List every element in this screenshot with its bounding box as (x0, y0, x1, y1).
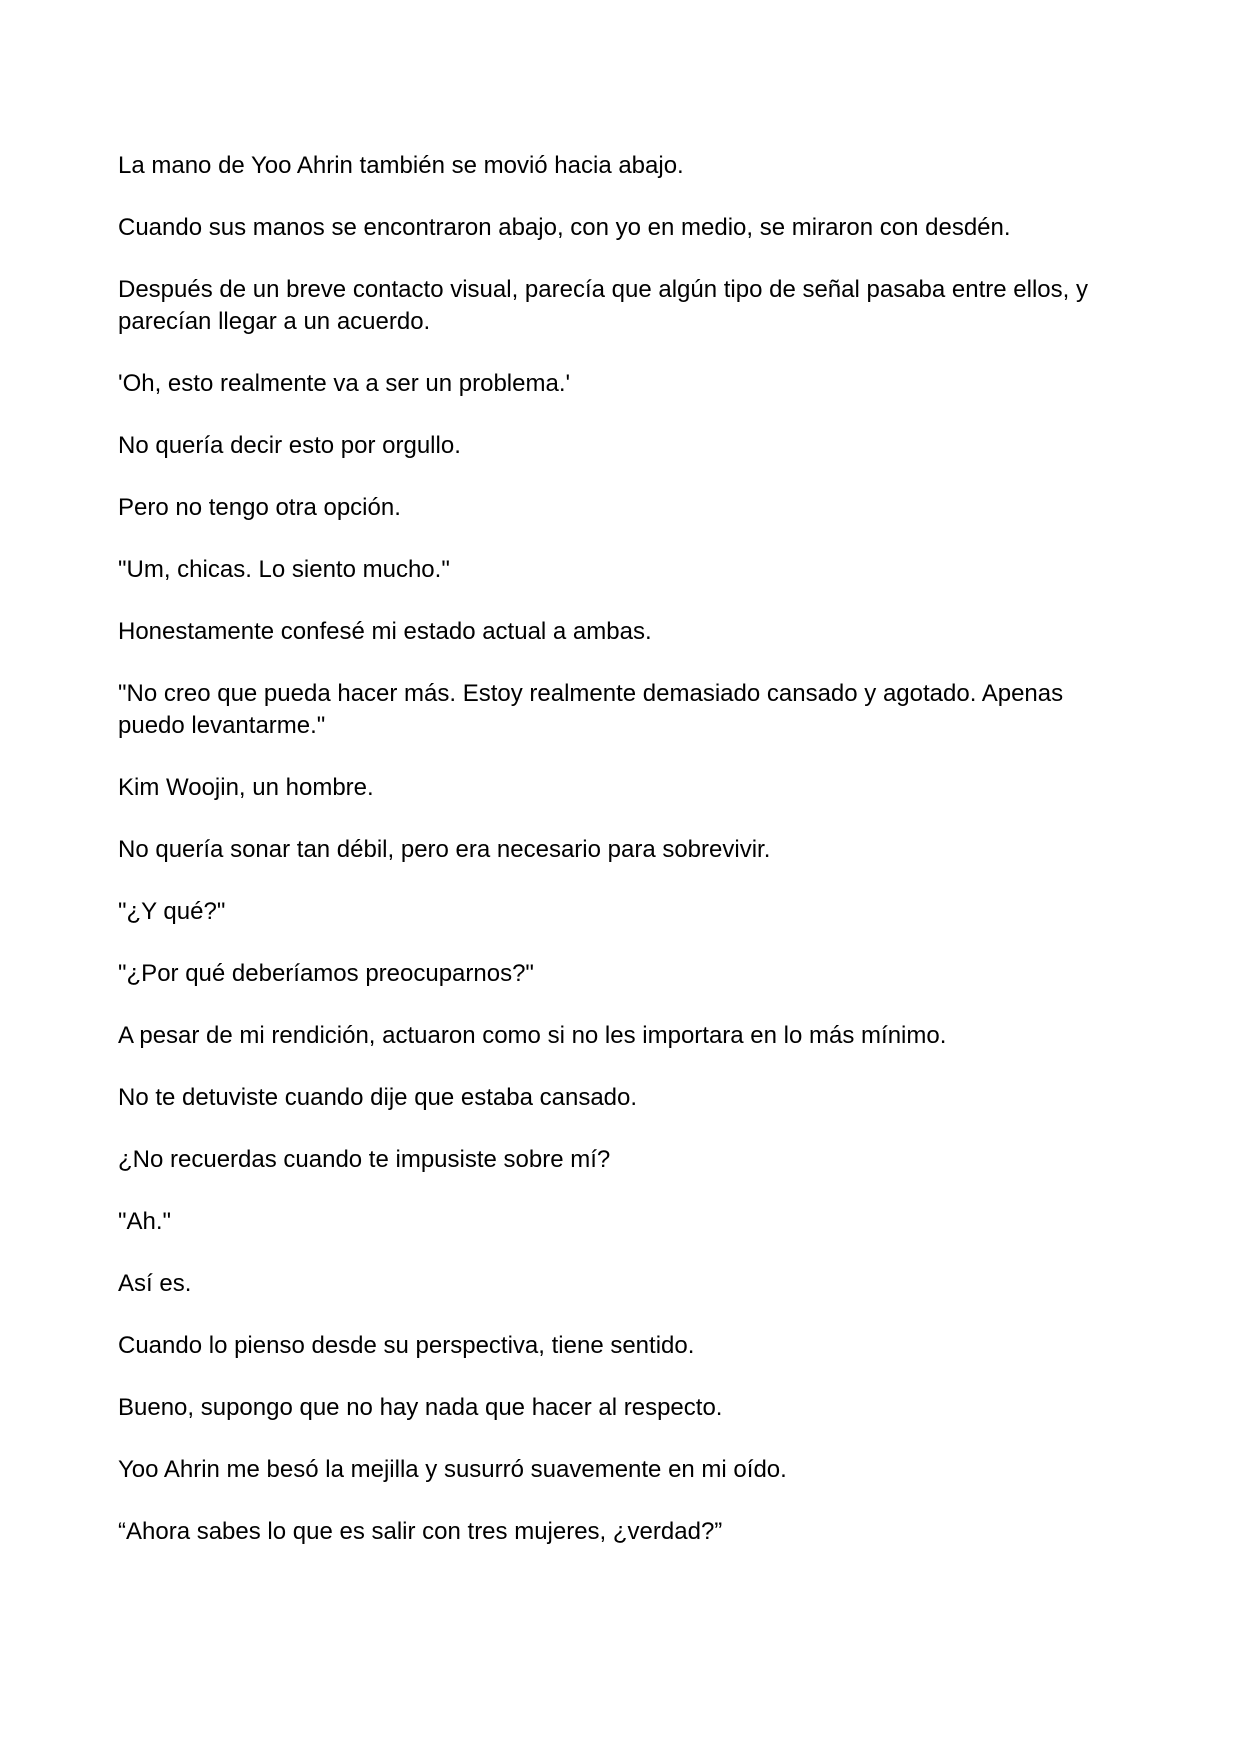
paragraph-15: No te detuviste cuando dije que estaba cansado. (118, 1084, 638, 1111)
paragraph-7: "Um, chicas. Lo siento mucho." (118, 556, 450, 583)
paragraph-2: Cuando sus manos se encontraron abajo, con yo en medio, se miraron con desdén. (118, 214, 1011, 241)
paragraph-17: "Ah." (118, 1208, 172, 1235)
paragraph-9: "No creo que pueda hacer más. Estoy realmente demasiado cansado y agotado. Apenas puedo levantarme." (118, 680, 1064, 739)
paragraph-10: Kim Woojin, un hombre. (118, 774, 374, 801)
paragraph-12: "¿Y qué?" (118, 898, 226, 925)
paragraph-14: A pesar de mi rendición, actuaron como si no les importara en lo más mínimo. (118, 1022, 947, 1049)
paragraph-16: ¿No recuerdas cuando te impusiste sobre mí? (118, 1146, 611, 1173)
paragraph-1: La mano de Yoo Ahrin también se movió hacia abajo. (118, 152, 684, 179)
paragraph-18: Así es. (118, 1270, 192, 1297)
paragraph-5: No quería decir esto por orgullo. (118, 432, 461, 459)
paragraph-3: Después de un breve contacto visual, parecía que algún tipo de señal pasaba entre ellos, y parecían llegar a un acuerdo. (118, 276, 1088, 335)
paragraph-22: “Ahora sabes lo que es salir con tres mujeres, ¿verdad?” (118, 1518, 723, 1545)
paragraph-8: Honestamente confesé mi estado actual a ambas. (118, 618, 652, 645)
paragraph-6: Pero no tengo otra opción. (118, 494, 401, 521)
paragraph-20: Bueno, supongo que no hay nada que hacer al respecto. (118, 1394, 723, 1421)
paragraph-19: Cuando lo pienso desde su perspectiva, tiene sentido. (118, 1332, 695, 1359)
paragraph-4: 'Oh, esto realmente va a ser un problema.' (118, 370, 571, 397)
document-body (118, 150, 1128, 1578)
paragraph-21: Yoo Ahrin me besó la mejilla y susurró suavemente en mi oído. (118, 1456, 787, 1483)
paragraph-13: "¿Por qué deberíamos preocuparnos?" (118, 960, 534, 987)
paragraph-11: No quería sonar tan débil, pero era necesario para sobrevivir. (118, 836, 771, 863)
